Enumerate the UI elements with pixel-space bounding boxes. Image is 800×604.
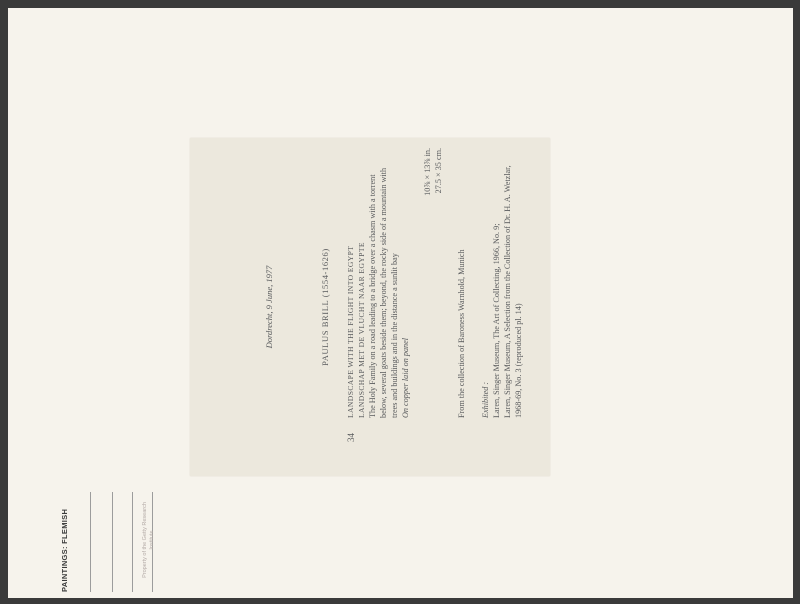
dimensions bbox=[422, 148, 444, 240]
exhibition-history bbox=[480, 165, 524, 418]
property-stamp: Property of the Getty Research Institute bbox=[142, 502, 155, 578]
rotated-text-block bbox=[190, 138, 550, 476]
title-english: LANDSCAPE WITH THE FLIGHT INTO EGYPT bbox=[346, 245, 355, 418]
exhibition-line: Laren, Singer Museum, A Selection from the Collection of Dr. H. A. Wetzlar, bbox=[503, 165, 512, 418]
exhibition-line: Laren, Singer Museum, The Art of Collecting, 1966, No. 9; bbox=[492, 223, 501, 418]
dimensions-cm: 27.5 × 35 cm. bbox=[434, 148, 443, 194]
category-label: PAINTINGS: FLEMISH bbox=[60, 508, 69, 592]
artist-heading: PAULUS BRILL (1554-1626) bbox=[320, 248, 330, 366]
medium: On copper laid on panel bbox=[401, 337, 410, 418]
sale-date: Dordrecht, 9 June, 1977 bbox=[264, 265, 274, 349]
description-line: trees and buildings and in the distance a sunlit bay bbox=[390, 253, 399, 418]
mount-label-area bbox=[28, 438, 198, 598]
blank-line bbox=[112, 492, 113, 592]
description-line: The Holy Family on a road leading to a bridge over a chasm with a torrent bbox=[368, 174, 377, 418]
lot-entry bbox=[345, 156, 411, 418]
title-dutch: LANDSCHAP MET DE VLUCHT NAAR EGYPTE bbox=[357, 242, 366, 418]
mount-label-rotated bbox=[28, 438, 198, 598]
catalogue-clipping bbox=[190, 138, 550, 476]
blank-line bbox=[90, 492, 91, 592]
dimensions-inches: 10⅞ × 13⅞ in. bbox=[423, 148, 432, 196]
provenance: From the collection of Baroness Warnhold, Munich bbox=[457, 249, 466, 418]
exhibited-label: Exhibited : bbox=[481, 381, 490, 418]
blank-line bbox=[132, 492, 133, 592]
description-line: below, several goats beside them; beyond, the rocky side of a mountain with bbox=[379, 167, 388, 418]
mount-sheet bbox=[8, 8, 793, 598]
exhibition-line: 1968-69, No. 3 (reproduced pl. 14) bbox=[514, 303, 523, 418]
lot-number: 34 bbox=[346, 433, 356, 442]
